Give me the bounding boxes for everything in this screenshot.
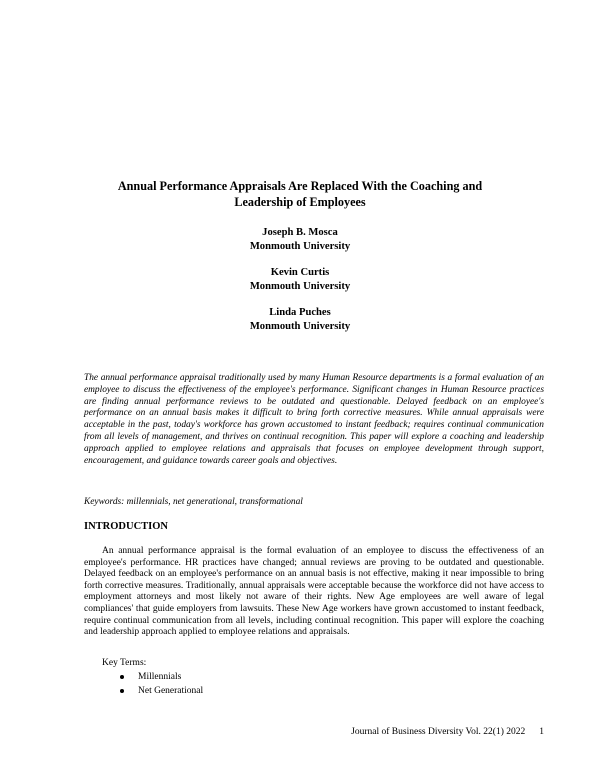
author-block xyxy=(150,226,450,253)
journal-citation: Journal of Business Diversity Vol. 22(1) 2022 xyxy=(351,727,526,737)
page-footer xyxy=(351,726,544,738)
intro-paragraph: An annual performance appraisal is the formal evaluation of an employee to discuss the effectiveness of an employee's performance. HR practices have changed; annual reviews are proving to be outdated and questionable. Delayed feedback on an employee's performance on an annual basis is not effective, making it near impossible to bring forth corrective measures. Traditionally, annual appraisals were acceptable because the workforce did not have access to employment attorneys and most likely not aware of their rights. New Age employees are well aware of legal compliances' that guide employers from lawsuits. These New Age workers have grown accustomed to instant feedback, require continual communication from all levels, including continual recognition. This paper will explore the coaching and leadership approach applied to employee relations and appraisals. xyxy=(84,546,544,638)
author-affiliation: Monmouth University xyxy=(249,280,351,292)
author-affiliation: Monmouth University xyxy=(249,240,351,252)
author-name: Joseph B. Mosca xyxy=(262,227,338,238)
list-item xyxy=(120,684,203,698)
key-terms-list xyxy=(120,670,203,698)
key-term: Millennials xyxy=(138,672,182,682)
key-term: Net Generational xyxy=(138,686,204,696)
bullet-icon xyxy=(120,675,124,679)
abstract: The annual performance appraisal traditionally used by many Human Resource departments is a formal evaluation of an employee to discuss the effectiveness of the employee's performance. Significant changes in Human Resource practices are finding annual performance reviews to be outdated and questionable. Delayed feedback on an employee's performance on an annual basis makes it difficult to bring forth corrective measures. While annual appraisals were acceptable in the past, today's workforce has grown accustomed to instant feedback; requires continual communication from all levels of management, and thrives on continual recognition. This paper will explore a coaching and leadership approach applied to employee relations and appraisals that focuses on employee development through support, encouragement, and guidance towards career goals and objectives. xyxy=(84,373,544,466)
author-name: Kevin Curtis xyxy=(270,267,330,278)
section-heading-introduction: INTRODUCTION xyxy=(84,521,169,532)
key-terms-label: Key Terms: xyxy=(102,658,147,668)
author-block xyxy=(150,306,450,333)
keywords: Keywords: millennials, net generational, transformational xyxy=(84,497,303,507)
author-block xyxy=(150,266,450,293)
paper-title: Annual Performance Appraisals Are Replaced With the Coaching and Leadership of Employees xyxy=(117,179,483,209)
page-number: 1 xyxy=(539,727,544,737)
author-name: Linda Puches xyxy=(269,307,331,318)
bullet-icon xyxy=(120,689,124,693)
list-item xyxy=(120,670,203,684)
author-affiliation: Monmouth University xyxy=(249,320,351,332)
